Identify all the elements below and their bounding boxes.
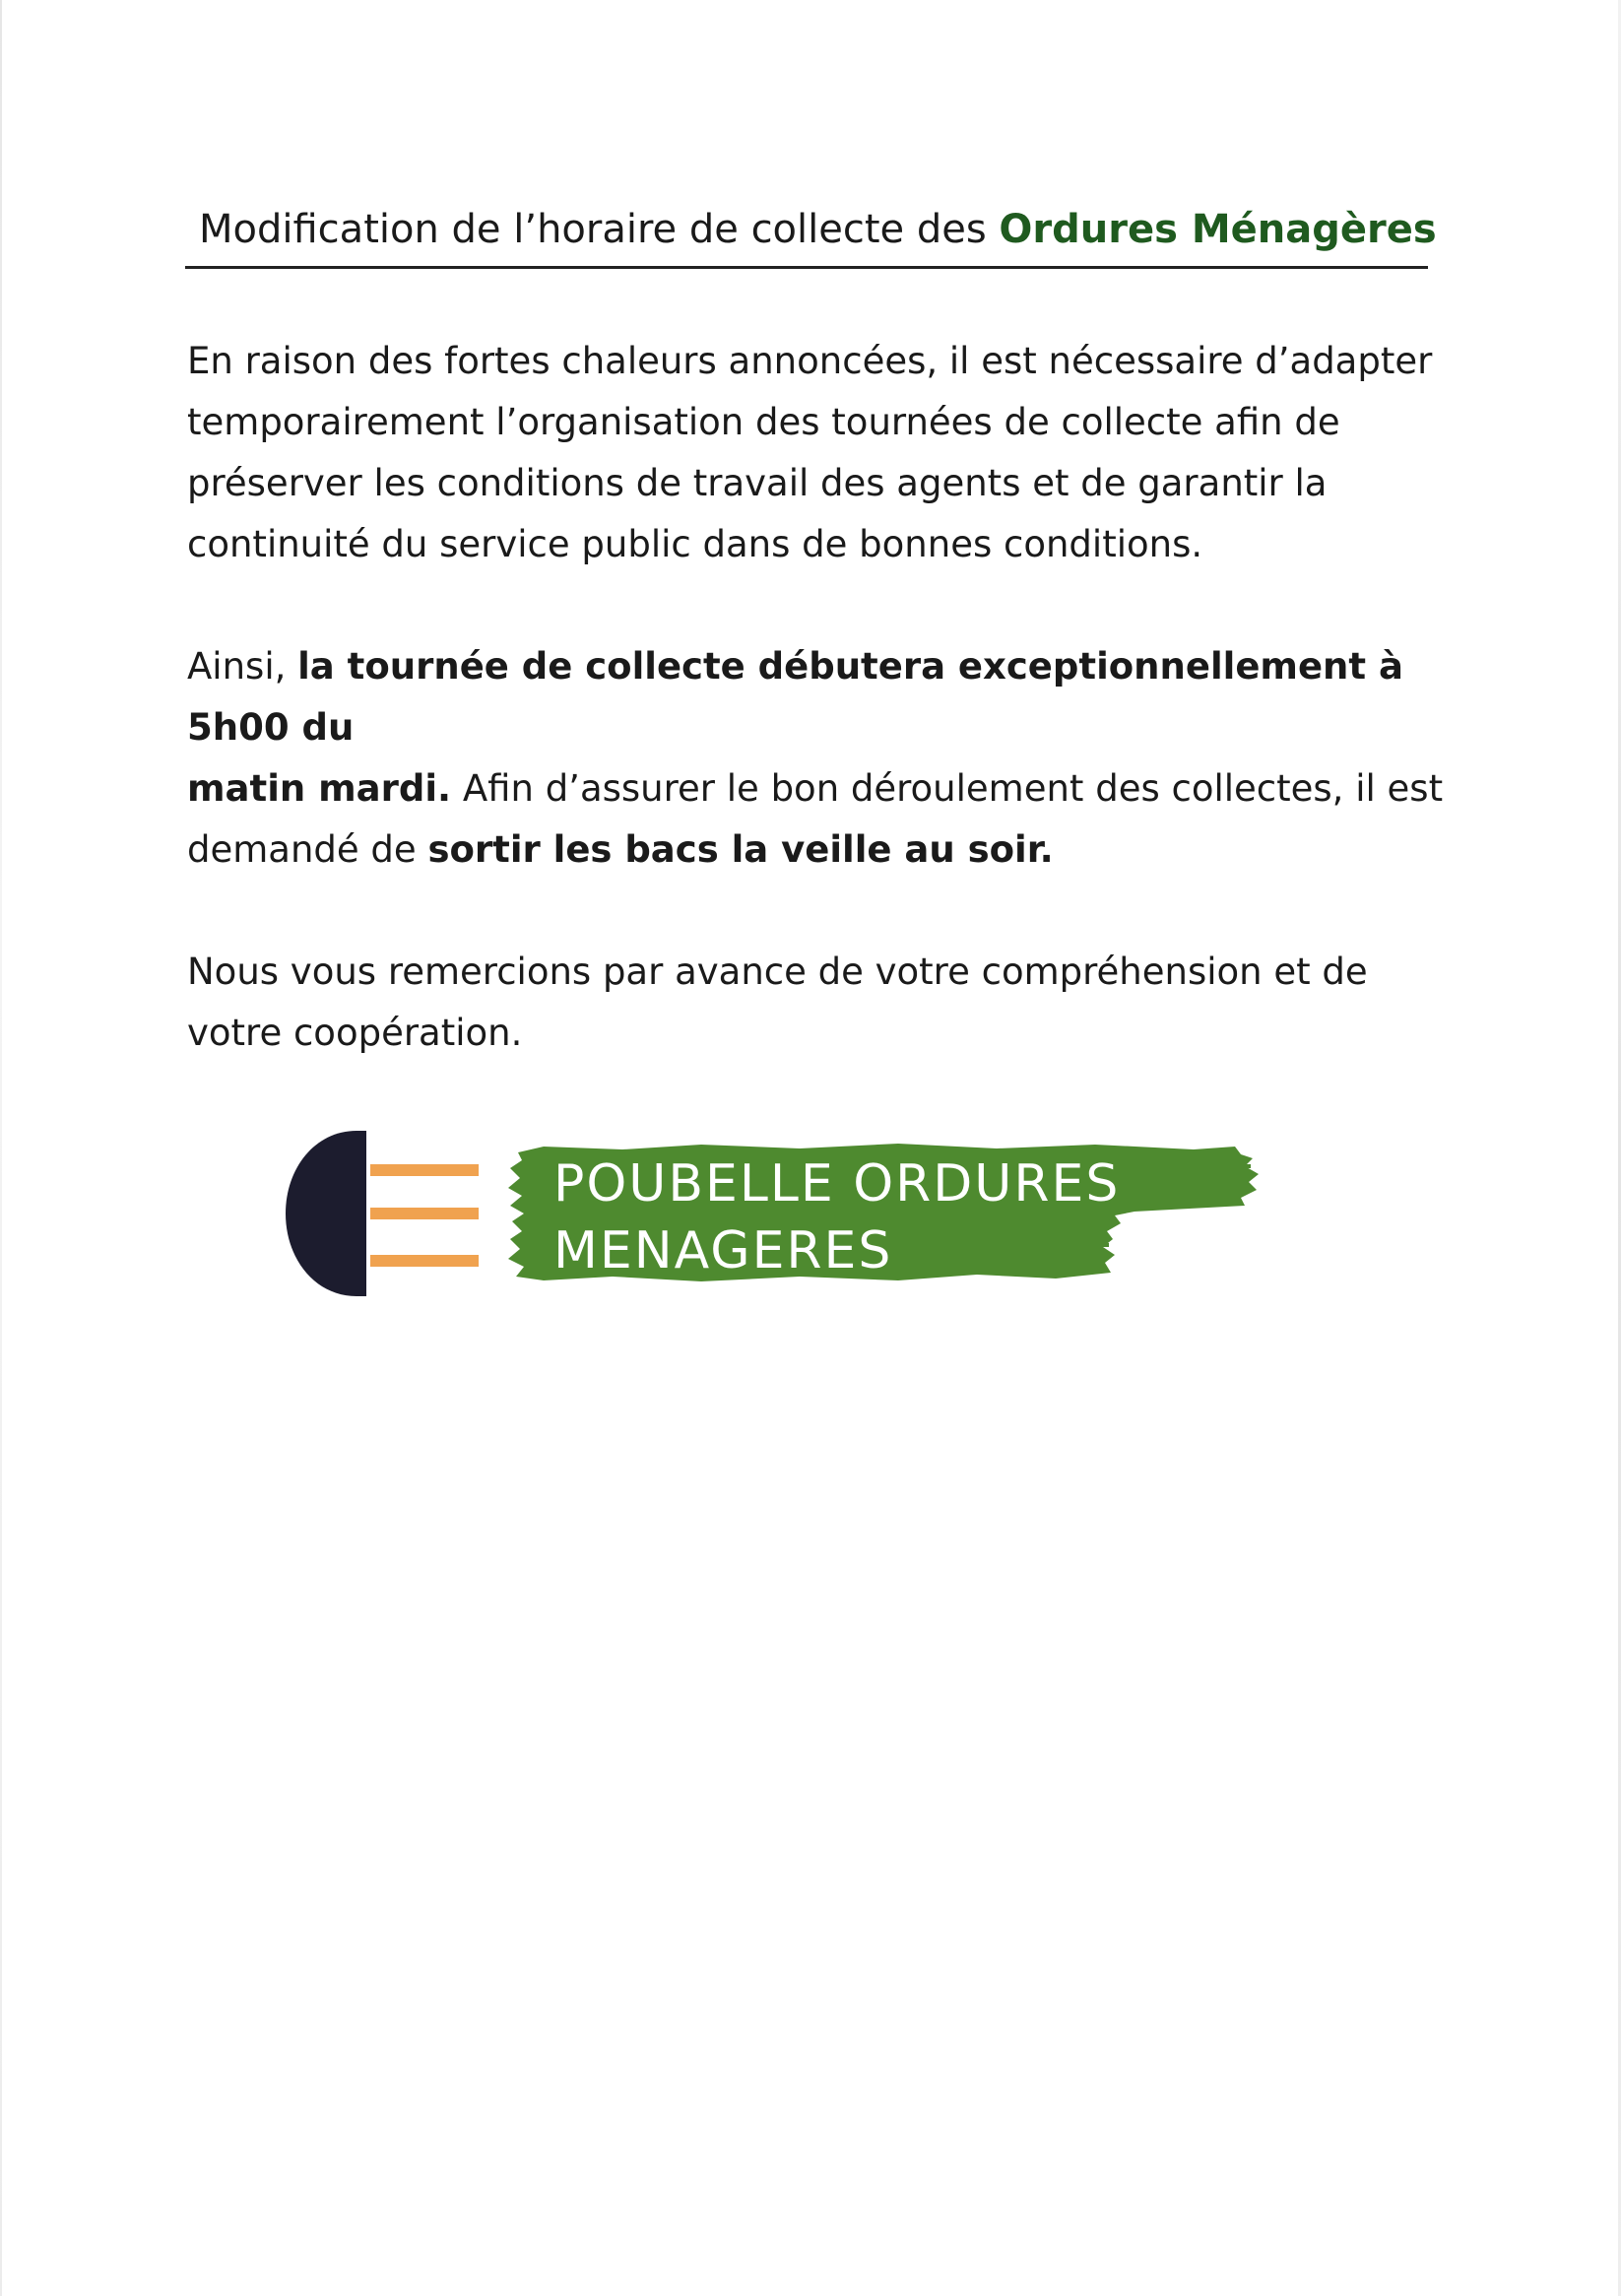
title-prefix: Modification de l’horaire de collecte des	[199, 207, 1000, 252]
p2-bold-start-time-line-1: la tournée de collecte débutera exceptionnellement à 5h00 du	[187, 645, 1403, 749]
p1-line-3: préserver les conditions de travail des agents et de garantir la	[187, 462, 1328, 504]
p1-line-2: temporairement l’organisation des tournées de collecte afin de	[187, 401, 1340, 443]
scan-edge-left	[0, 0, 2, 2296]
logo-orange-bar-3	[370, 1255, 479, 1267]
title-block	[185, 197, 1437, 269]
logo-half-circle-mark	[286, 1131, 366, 1296]
logo-green-banner	[504, 1141, 1263, 1290]
p2-after-bold: Afin d’assurer le bon déroulement des collectes, il est	[451, 767, 1444, 810]
paragraph-thanks	[187, 942, 1448, 1064]
logo-text-line-1: POUBELLE ORDURES	[553, 1154, 1121, 1214]
p3-line-2: votre coopération.	[187, 1012, 523, 1054]
logo-text-line-2: MENAGERES	[553, 1221, 893, 1280]
paragraph-heat-reason	[187, 331, 1448, 575]
page-title	[185, 197, 1437, 262]
paragraph-schedule-change	[187, 636, 1448, 881]
p1-line-1: En raison des fortes chaleurs annoncées, il est nécessaire d’adapter	[187, 340, 1433, 382]
logo-orange-bar-1	[370, 1164, 479, 1176]
p2-bold-start-time-line-2: matin mardi.	[187, 767, 452, 810]
title-accent: Ordures Ménagères	[999, 207, 1437, 252]
p2-before-bold: demandé de	[187, 828, 428, 871]
p2-intro: Ainsi,	[187, 645, 298, 688]
p3-line-1: Nous vous remercions par avance de votre compréhension et de	[187, 951, 1368, 993]
p2-bold-bins-instruction: sortir les bacs la veille au soir.	[427, 828, 1054, 871]
title-underline	[185, 266, 1428, 269]
p1-line-4: continuité du service public dans de bonnes conditions.	[187, 523, 1203, 565]
logo-orange-bar-2	[370, 1208, 479, 1219]
poubelle-logo	[286, 1123, 1261, 1300]
notice-body	[187, 331, 1448, 1125]
